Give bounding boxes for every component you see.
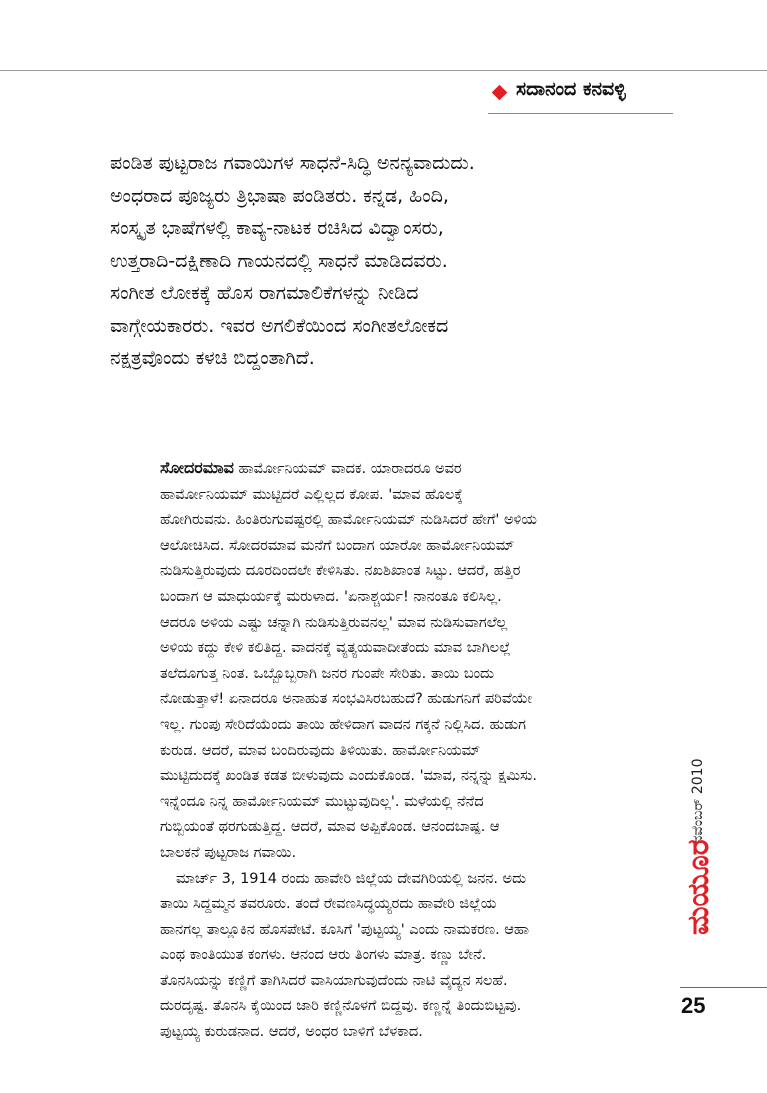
body-line: ಇನ್ನೆಂದೂ ನಿನ್ನ ಹಾರ್ಮೋನಿಯಮ್ ಮುಟ್ಟುವುದಿಲ್ಲ'. ಮಳೆಯಲ್ಲಿ ನೆನೆದ	[160, 793, 484, 810]
issue-date: ನವೆಂಬರ್ 2010	[690, 758, 706, 844]
body-line: ಪುಟ್ಟಯ್ಯ ಕುರುಡನಾದ. ಆದರೆ, ಅಂಧರ ಬಾಳಿಗೆ ಬೆಳಕಾದ.	[160, 1024, 423, 1041]
body-line: ಇಲ್ಲ. ಗುಂಪು ಸೇರಿದೆಯೆಂದು ತಾಯಿ ಹೇಳಿದಾಗ ವಾದನ ಗಕ್ಕನೆ ನಿಲ್ಲಿಸಿದ. ಹುಡುಗ	[160, 716, 526, 733]
body-line: ಬಾಲಕನೆ ಪುಟ್ಟರಾಜ ಗವಾಯಿ.	[160, 844, 297, 861]
intro-paragraph	[110, 147, 580, 375]
lead-word: ಸೋದರಮಾವ	[160, 458, 234, 477]
body-line: ಗುಬ್ಬಿಯಂತೆ ಥರಗುಡುತ್ತಿದ್ದ. ಆದರೆ, ಮಾವ ಅಪ್ಪಿಕೊಂಡ. ಆನಂದಬಾಷ್ಪ. ಆ	[160, 819, 500, 836]
intro-line: ಅಂಧರಾದ ಪೂಜ್ಯರು ತ್ರಿಭಾಷಾ ಪಂಡಿತರು. ಕನ್ನಡ, ಹಿಂದಿ,	[110, 184, 449, 207]
body-line: ಆಲೋಚಿಸಿದ. ಸೋದರಮಾವ ಮನೆಗೆ ಬಂದಾಗ ಯಾರೋ ಹಾರ್ಮೋನಿಯಮ್	[160, 537, 515, 554]
intro-line: ಸಂಗೀತ ಲೋಕಕ್ಕೆ ಹೊಸ ರಾಗಮಾಲಿಕೆಗಳನ್ನು ನೀಡಿದ	[110, 282, 419, 304]
body-line: ನುಡಿಸುತ್ತಿರುವುದು ದೂರದಿಂದಲೇ ಕೇಳಿಸಿತು. ನಖಶಿಖಾಂತ ಸಿಟ್ಟು. ಆದರೆ, ಹತ್ತಿರ	[160, 563, 521, 580]
body-line: ಬಂದಾಗ ಆ ಮಾಧುರ್ಯಕ್ಕೆ ಮರುಳಾದ. 'ಏನಾಶ್ಚರ್ಯ! ನಾನಂತೂ ಕಲಿಸಿಲ್ಲ.	[160, 588, 502, 605]
body-line: ಆದರೂ ಅಳಿಯ ಎಷ್ಟು ಚನ್ನಾಗಿ ನುಡಿಸುತ್ತಿರುವನಲ್ಲ' ಮಾವ ನುಡಿಸುವಾಗಲೆಲ್ಲ	[160, 614, 508, 631]
first-line-rest: ಹಾರ್ಮೋನಿಯಮ್ ವಾದಕ. ಯಾರಾದರೂ ಅವರ	[233, 461, 462, 477]
body-line: ಅಳಿಯ ಕದ್ದು ಕೇಳಿ ಕಲಿತಿದ್ದ. ವಾದನಕ್ಕೆ ವ್ಯತ್ಯಯವಾದೀತೆಂದು ಮಾವ ಬಾಗಿಲಲ್ಲೆ	[160, 640, 511, 657]
body-line: ಹಾರ್ಮೋನಿಯಮ್ ಮುಟ್ಟಿದರೆ ಎಲ್ಲಿಲ್ಲದ ಕೋಪ. 'ಮಾವ ಹೊಲಕ್ಕೆ	[160, 486, 463, 503]
body-line: ದುರದೃಷ್ಟ. ತೊನಸಿ ಕೈಯಿಂದ ಜಾರಿ ಕಣ್ಣಿನೊಳಗೆ ಬಿದ್ದವು. ಕಣ್ಣನ್ನೆ ತಿಂದುಬಿಟ್ಟವು.	[160, 998, 522, 1015]
article-body	[160, 455, 635, 1046]
body-line: ಹಾನಗಲ್ಲ ತಾಲ್ಲೂಕಿನ ಹೊಸಪೇಟೆ. ಕೂಸಿಗೆ 'ಪುಟ್ಟಯ್ಯ' ಎಂದು ನಾಮಕರಣ. ಆಹಾ	[160, 921, 530, 938]
top-rule	[0, 70, 767, 71]
body-line: ಕುರುಡ. ಆದರೆ, ಮಾವ ಬಂದಿರುವುದು ತಿಳಿಯಿತು. ಹಾರ್ಮೋನಿಯಮ್	[160, 742, 481, 759]
author-byline	[488, 78, 688, 108]
intro-line: ನಕ್ಷತ್ರವೊಂದು ಕಳಚಿ ಬಿದ್ದಂತಾಗಿದೆ.	[110, 347, 315, 369]
byline-rule	[488, 113, 673, 114]
body-line: ತೊನಸಿಯನ್ನು ಕಣ್ಣಿಗೆ ತಾಗಿಸಿದರೆ ವಾಸಿಯಾಗುವುದೆಂದು ನಾಟಿ ವೈದ್ಯನ ಸಲಹೆ.	[160, 972, 508, 989]
intro-line: ವಾಗ್ಗೇಯಕಾರರು. ಇವರ ಅಗಲಿಕೆಯಿಂದ ಸಂಗೀತಲೋಕದ	[110, 314, 449, 337]
body-line: ಹೋಗಿರುವನು. ಹಿಂತಿರುಗುವಷ್ಟರಲ್ಲಿ ಹಾರ್ಮೋನಿಯಮ್ ನುಡಿಸಿದರೆ ಹೇಗೆ' ಅಳಿಯ	[160, 512, 537, 529]
intro-line: ಸಂಸ್ಕೃತ ಭಾಷೆಗಳಲ್ಲಿ ಕಾವ್ಯ-ನಾಟಕ ರಚಿಸಿದ ವಿದ್ವಾಂಸರು,	[110, 217, 444, 239]
magazine-logo: ಮಯೂರ	[681, 839, 716, 935]
author-name: ಸದಾನಂದ ಕನವಳ್ಳಿ	[516, 78, 626, 100]
body-line: ಎಂಥ ಕಾಂತಿಯುತ ಕಂಗಳು. ಆನಂದ ಆರು ತಿಂಗಳು ಮಾತ್ರ. ಕಣ್ಣು ಬೇನೆ.	[160, 947, 487, 964]
page-number-rule	[680, 987, 767, 988]
body-line: ಮಾರ್ಚ್ 3, 1914 ರಂದು ಹಾವೇರಿ ಜಿಲ್ಲೆಯ ದೇವಗಿರಿಯಲ್ಲಿ ಜನನ. ಅದು	[176, 870, 527, 887]
body-line: ತಲೆದೂಗುತ್ತ ನಿಂತ. ಒಬ್ಬೊಬ್ಬರಾಗಿ ಜನರ ಗುಂಪೇ ಸೇರಿತು. ತಾಯಿ ಬಂದು	[160, 665, 495, 682]
red-diamond-icon	[492, 85, 508, 101]
magazine-masthead	[681, 839, 716, 935]
body-line-first	[160, 455, 635, 483]
body-line: ತಾಯಿ ಸಿದ್ದಮ್ಮನ ತವರೂರು. ತಂದೆ ರೇವಣಸಿದ್ಧಯ್ಯರದು ಹಾವೇರಿ ಜಿಲ್ಲೆಯ	[160, 896, 497, 913]
intro-line: ಪಂಡಿತ ಪುಟ್ಟರಾಜ ಗವಾಯಿಗಳ ಸಾಧನೆ-ಸಿದ್ಧಿ ಅನನ್ಯವಾದುದು.	[110, 152, 475, 174]
page-number: 25	[681, 993, 706, 1018]
body-line: ಮುಟ್ಟಿದುದಕ್ಕೆ ಖಂಡಿತ ಕಡತ ಬೀಳುವುದು ಎಂದುಕೊಂಡ. 'ಮಾವ, ನನ್ನನ್ನು ಕ್ಷಮಿಸು.	[160, 768, 537, 785]
intro-line: ಉತ್ತರಾದಿ-ದಕ್ಷಿಣಾದಿ ಗಾಯನದಲ್ಲಿ ಸಾಧನೆ ಮಾಡಿದವರು.	[110, 249, 448, 272]
body-line: ನೋಡುತ್ತಾಳೆ! ಏನಾದರೂ ಅನಾಹುತ ಸಂಭವಿಸಿರಬಹುದೆ? ಹುಡುಗನಿಗೆ ಪರಿವೆಯೇ	[160, 691, 532, 708]
